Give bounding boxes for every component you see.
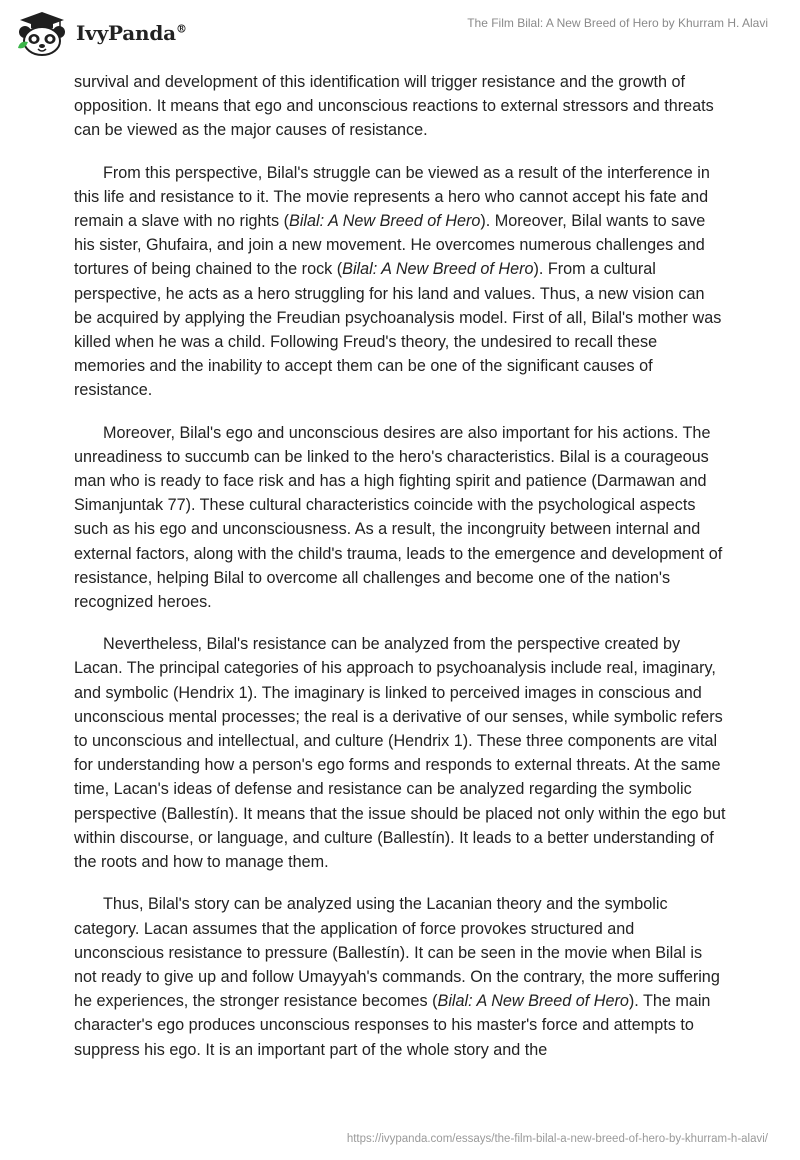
text-segment: Moreover, Bilal's ego and unconscious desires are also important for his actions. The unreadiness to succumb can be linked to the hero's characteristics. Bilal is a courageous man who is ready to face risk and has a high fighting spirit and patience (Darmawan and Simanjuntak 77). These cultural characteristics coincide with the psychological aspects such as his ego and unconsciousness. As a result, the incongruity between internal and external factors, along with the child's trauma, leads to the emergence and development of resistance, helping Bilal to overcome all challenges and become one of the nation's recognized heroes. [74, 423, 723, 612]
text-segment: ). The main character's ego produces unconscious responses to his master's force and attempts to suppress his ego. It is an important part of the whole story and the [74, 992, 711, 1059]
paragraph [74, 421, 726, 615]
paragraph [74, 632, 726, 874]
panda-graduate-icon [16, 10, 68, 56]
cited-title: Bilal: A New Breed of Hero [437, 992, 629, 1011]
ivypanda-logo[interactable] [16, 10, 187, 56]
text-segment: ). From a cultural perspective, he acts as a hero struggling for his land and values. Thus, a new vision can be acquired by applying the Freudian psychoanalysis model. First of all, Bilal's mother was killed when he was a child. Following Freud's theory, the undesired to recall these memories and the inability to accept them can be one of the significant causes of resistance. [74, 260, 722, 400]
cited-title: Bilal: A New Breed of Hero [342, 260, 534, 279]
paragraph [74, 892, 726, 1061]
page-header [0, 0, 800, 62]
paragraph [74, 161, 726, 403]
text-segment: From this perspective, Bilal's struggle can be viewed as a result of the interference in this life and resistance to it. The movie represents a hero who cannot accept his fate and remain a slave with no rights ( [74, 163, 710, 231]
text-segment: Thus, Bilal's story can be analyzed using the Lacanian theory and the symbolic category. Lacan assumes that the application of force provokes structured and unconscious resistance to pressure (Ballestín). It can be seen in the movie when Bilal is not ready to give up and follow Umayyah's commands. On the contrary, the more suffering he experiences, the stronger resistance becomes ( [74, 895, 720, 1011]
paragraph [74, 70, 726, 143]
brand-name: IvyPanda® [76, 21, 187, 45]
essay-body [74, 70, 726, 1080]
text-segment: survival and development of this identification will trigger resistance and the growth of opposition. It means that ego and unconscious reactions to external stressors and threats can be viewed as the major causes of resistance. [74, 73, 714, 140]
text-segment: Nevertheless, Bilal's resistance can be analyzed from the perspective created by Lacan. The principal categories of his approach to psychoanalysis include real, imaginary, and symbolic (Hendrix 1). The imaginary is linked to perceived images in conscious and unconscious mental processes; the real is a derivative of our senses, while symbolic refers to unconscious and intellectual, and culture (Hendrix 1). These three components are vital for understanding how a person's ego forms and responds to external threats. At the same time, Lacan's ideas of defense and resistance can be analyzed regarding the symbolic perspective (Ballestín). It means that the issue should be placed not only within the ego but within discourse, or language, and culture (Ballestín). It leads to a better understanding of the roots and how to manage them. [74, 635, 726, 872]
cited-title: Bilal: A New Breed of Hero [289, 212, 481, 231]
document-title: The Film Bilal: A New Breed of Hero by Khurram H. Alavi [467, 16, 768, 30]
source-url[interactable]: https://ivypanda.com/essays/the-film-bilal-a-new-breed-of-hero-by-khurram-h-alavi/ [346, 1133, 768, 1145]
text-segment: ). Moreover, Bilal wants to save his sister, Ghufaira, and join a new movement. He overcomes numerous challenges and tortures of being chained to the rock ( [74, 212, 706, 279]
